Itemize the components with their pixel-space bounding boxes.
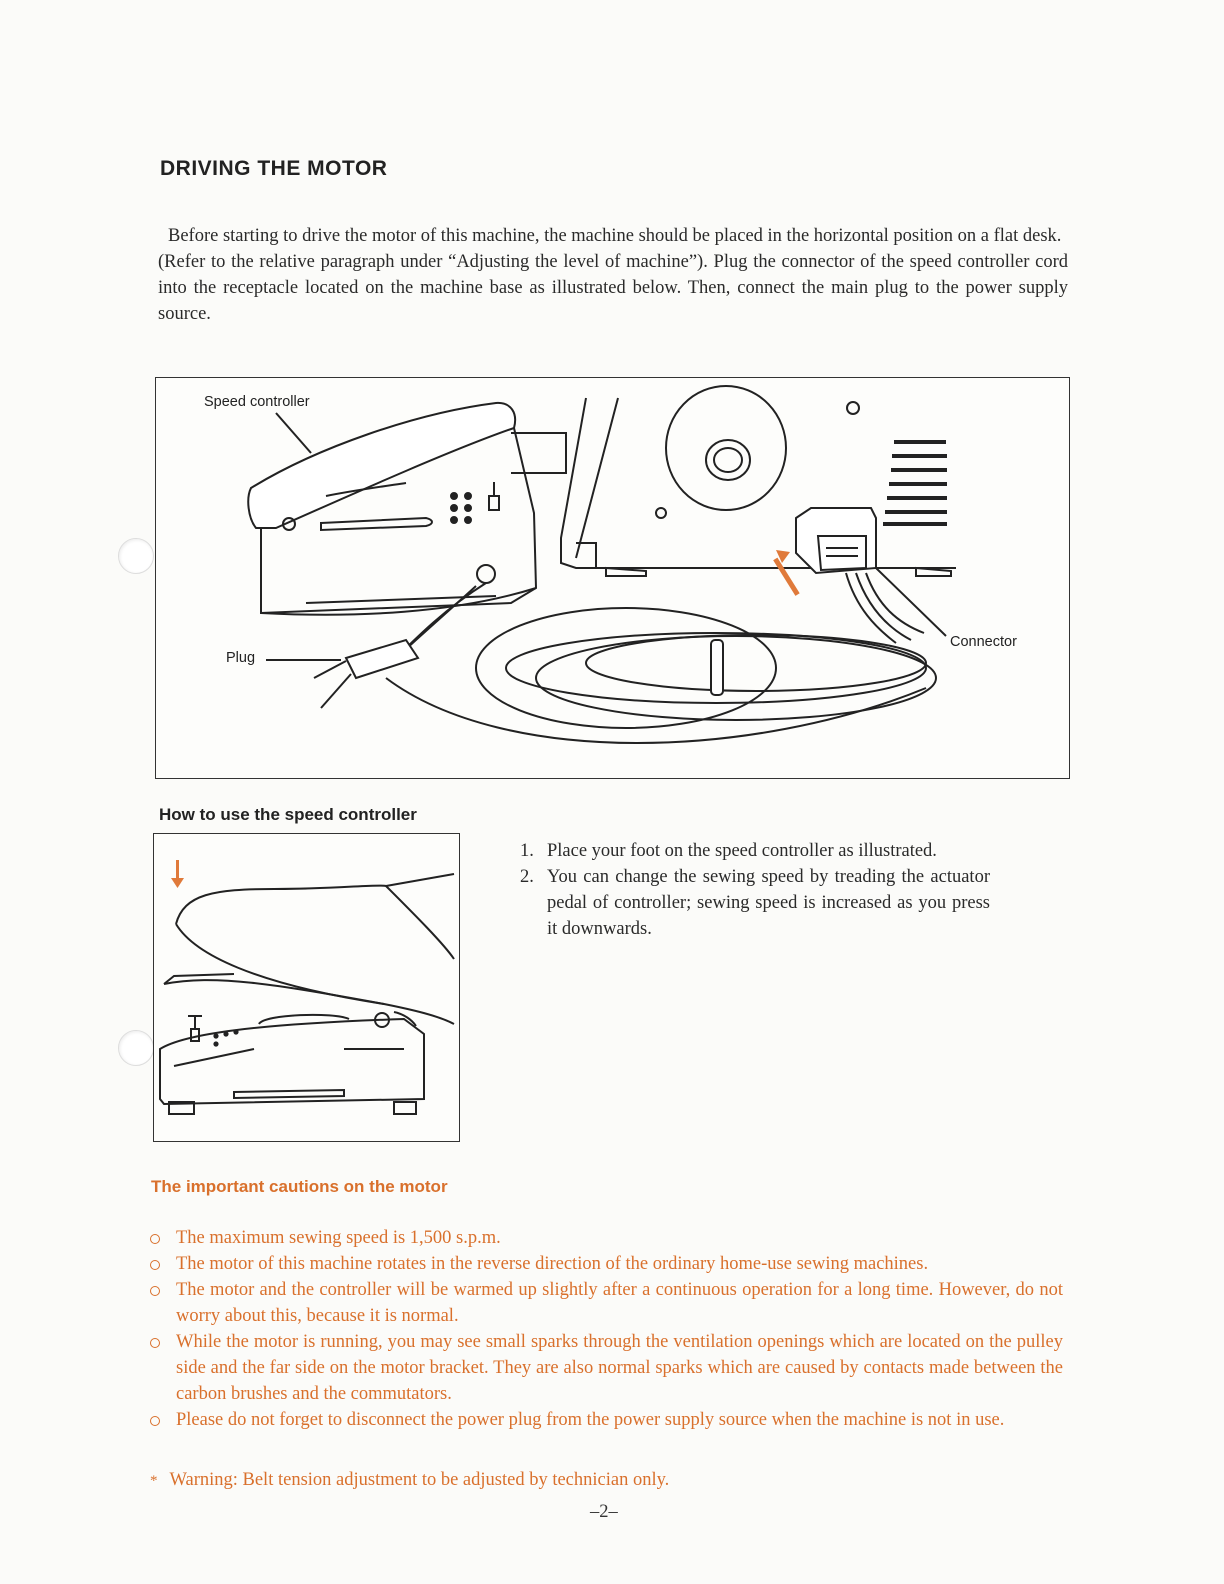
- warning-text: Warning: Belt tension adjustment to be adjusted by technician only.: [169, 1470, 670, 1490]
- page-title: DRIVING THE MOTOR: [160, 157, 388, 180]
- connection-drawing: [156, 378, 1069, 778]
- connection-illustration: [155, 377, 1070, 779]
- step-text: You can change the sewing speed by treading the actuator pedal of controller; sewing speed is increased as you press it downwards.: [547, 867, 990, 939]
- binder-hole-top: [118, 538, 154, 574]
- label-plug: Plug: [226, 650, 256, 666]
- how-to-steps: [520, 838, 990, 942]
- caution-item: The motor and the controller will be warmed up slightly after a continuous operation for a long time. However, do not worry about this, because it is normal.: [148, 1277, 1063, 1329]
- step-item: [520, 838, 990, 864]
- label-connector: Connector: [950, 634, 1017, 650]
- label-speed-controller: Speed controller: [204, 394, 310, 410]
- how-to-heading: How to use the speed controller: [159, 805, 417, 824]
- warning-marker: *: [150, 1473, 158, 1489]
- step-text: Place your foot on the speed controller as illustrated.: [547, 841, 937, 861]
- warning-note: [150, 1470, 669, 1491]
- intro-text: [158, 223, 1068, 327]
- step-number: 1.: [520, 841, 534, 861]
- caution-item: While the motor is running, you may see small sparks through the ventilation openings which are located on the pulley side and the far side on the motor bracket. They are also normal sparks which are caused by contacts made between the carbon brushes and the commutators.: [148, 1329, 1063, 1407]
- intro-paragraph-2: (Refer to the relative paragraph under “Adjusting the level of machine”). Plug the connector of the speed controller cord into the receptacle located on the machine base as illustrated below. Then, connect the main plug to the power supply source.: [158, 252, 1068, 324]
- caution-item: Please do not forget to disconnect the power plug from the power supply source when the machine is not in use.: [148, 1407, 1063, 1433]
- binder-hole-bottom: [118, 1030, 154, 1066]
- cautions-heading: The important cautions on the motor: [151, 1177, 448, 1196]
- step-item: [520, 864, 990, 942]
- pedal-illustration: [153, 833, 460, 1142]
- intro-paragraph-1: Before starting to drive the motor of this machine, the machine should be placed in the horizontal position on a flat desk.: [168, 226, 1062, 246]
- caution-item: The motor of this machine rotates in the reverse direction of the ordinary home-use sewing machines.: [148, 1251, 1063, 1277]
- cautions-list: [148, 1225, 1063, 1433]
- caution-item: The maximum sewing speed is 1,500 s.p.m.: [148, 1225, 1063, 1251]
- step-number: 2.: [520, 867, 534, 887]
- page-number: –2–: [590, 1502, 618, 1522]
- pedal-drawing: [154, 834, 459, 1141]
